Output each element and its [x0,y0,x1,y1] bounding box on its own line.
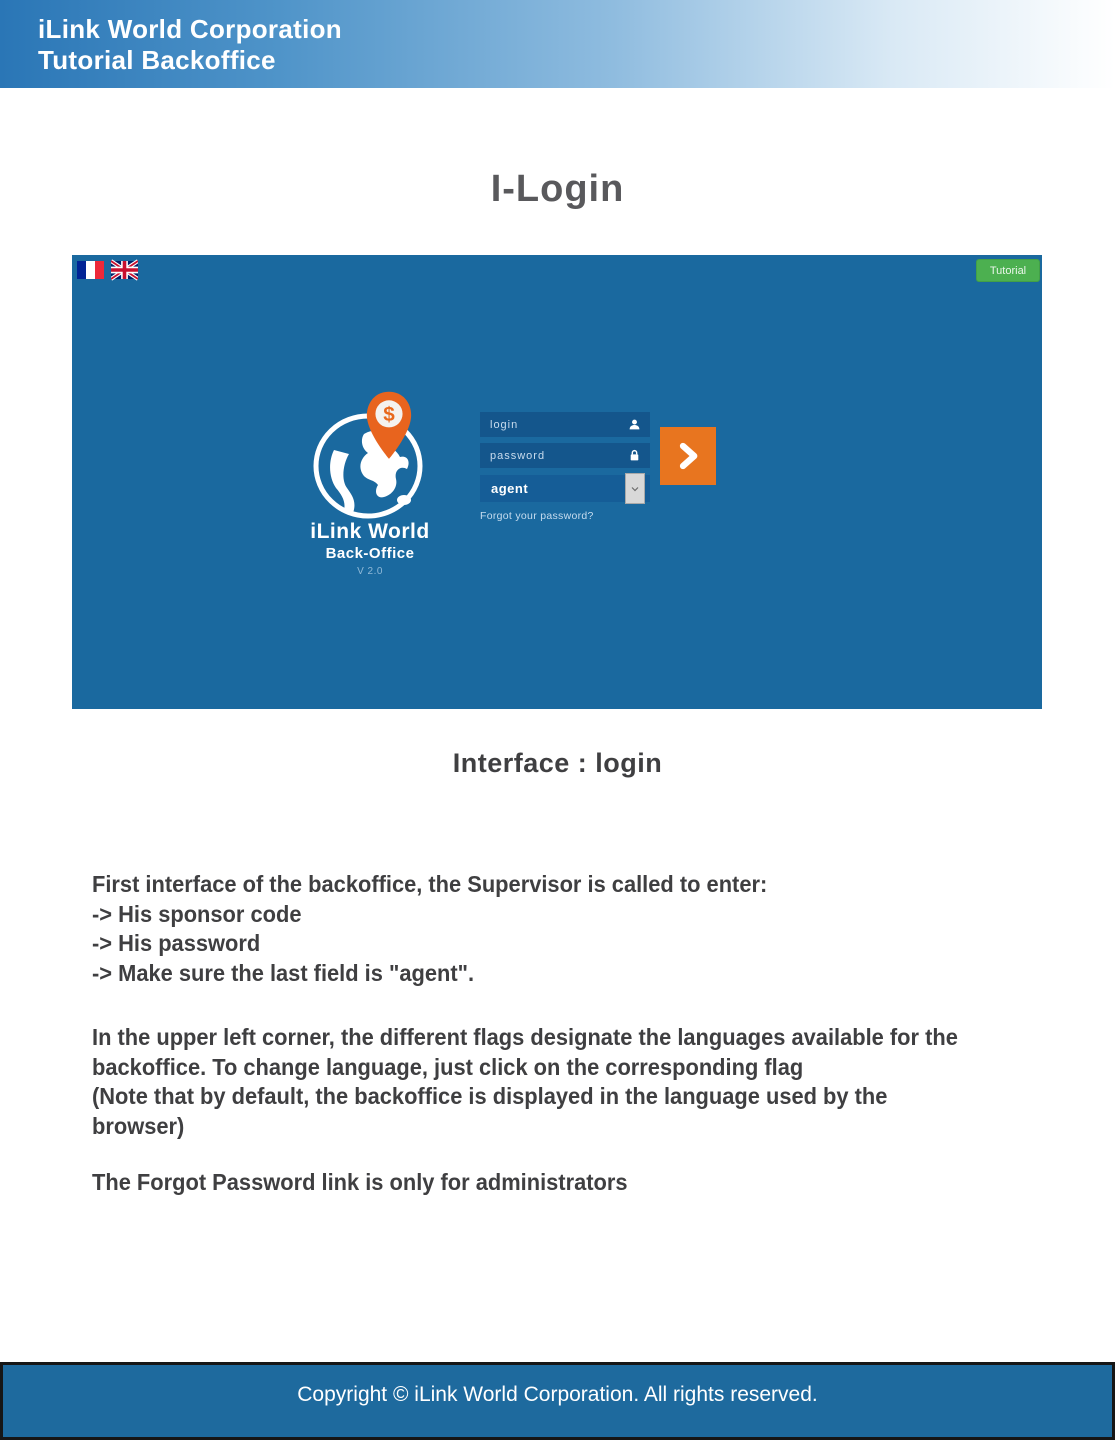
document-footer [0,1362,1115,1440]
screenshot-caption: Interface : login [452,748,663,778]
logo-version: V 2.0 [357,566,383,577]
body-line: (Note that by default, the backoffice is displayed in the language used by the browser) [92,1083,888,1139]
copyright-text: Copyright © iLink World Corporation. All rights reserved. [297,1383,818,1406]
login-input[interactable] [480,412,620,437]
body-line: In the upper left corner, the different flags designate the languages available for the [92,1024,958,1050]
role-select[interactable] [480,475,650,502]
user-icon [628,418,641,431]
body-line: -> Make sure the last field is "agent". [92,959,475,986]
company-name: iLink World Corporation [38,14,342,44]
submit-button[interactable] [660,427,716,485]
svg-text:$: $ [383,403,395,426]
tutorial-button-label: Tutorial [989,264,1027,277]
french-flag-icon[interactable] [77,259,104,281]
password-field [480,443,650,468]
language-flags [77,259,138,281]
dollar-pin-icon [364,389,414,463]
paragraph-intro [92,870,976,988]
page-title: I-Login [490,168,625,210]
logo-subtitle: Back-Office [325,545,415,562]
body-line: The Forgot Password link is only for administrators [92,1169,628,1195]
uk-flag-icon[interactable] [111,259,138,281]
document-header-text [38,14,342,76]
body-line: -> His password [92,930,261,956]
role-select-value: agent [491,481,529,496]
password-input[interactable] [480,443,620,468]
body-line: First interface of the backoffice, the Supervisor is called to enter: [92,871,768,897]
body-line: -> His sponsor code [92,900,302,927]
tutorial-button[interactable] [976,259,1040,282]
paragraph-flags [92,1023,976,1141]
logo-brand: iLink World [310,520,430,543]
document-subtitle: Tutorial Backoffice [38,45,276,75]
chevron-down-icon[interactable] [625,473,645,504]
document-header [0,0,1115,88]
lock-icon [628,449,641,462]
login-screenshot [72,255,1042,709]
forgot-password-link[interactable]: Forgot your password? [480,510,594,522]
arrow-right-icon [673,441,703,471]
body-line: backoffice. To change language, just click on the corresponding flag [92,1053,804,1080]
paragraph-forgot [92,1168,976,1198]
login-field [480,412,650,437]
